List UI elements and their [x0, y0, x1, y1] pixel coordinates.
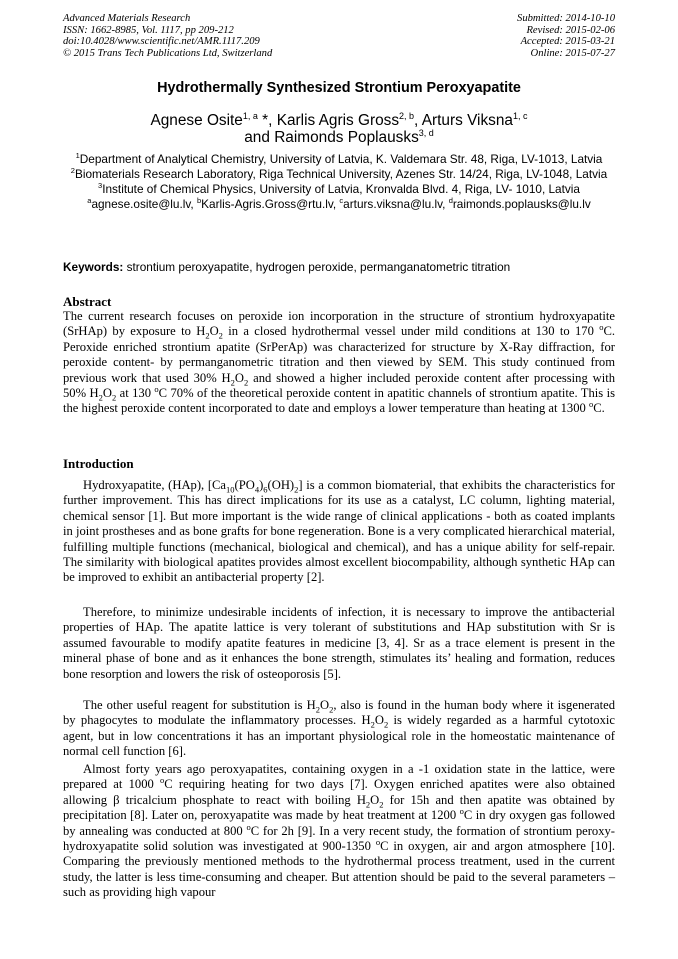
keywords-label: Keywords: [63, 260, 124, 274]
author-affil-mark: 1, c [513, 110, 528, 121]
online-date: Online: 2015-07-27 [530, 47, 615, 59]
issn-line: ISSN: 1662-8985, Vol. 1117, pp 209-212 [63, 24, 234, 36]
author-name: Agnese Osite [150, 112, 243, 129]
introduction-heading: Introduction [63, 456, 134, 471]
intro-paragraph-4: Almost forty years ago peroxyapatites, containing oxygen in a -1 oxidation state in the lattice, were prepared at 1000 $^o$C requiring heating for two days [7]. Oxygen enriched apatites were also obtained allowing β tricalcium phosphate to react with boiling $H_2O_2$ for 15h and then apatite was obtained by precipitation [8]. Later on, peroxyapatite was made by heat treatment at 1200 $^o$C in dry oxygen gas followed by annealing was conducted at 800 $^o$C for 2h [9]. In a very recent study, the formation of strontium peroxy-hydroxyapatite solid solution was investigated at 900-1350 $^o$C in oxygen, air and argon atmosphere [10]. Comparing the previously mentioned methods to the hydrothermal process treatment, used in the current study, the latter is less time-consuming and cheaper. But attention should be paid to the several parameters – such as providing high vapour [63, 762, 616, 900]
intro-paragraph-3: The other useful reagent for substitution is $H_2O_2$, also is found in the human body where it isgenerated by phagocytes to modulate the inflammatory processes. $H_2O_2$ is widely regarded as a harmful cytotoxic agent, but in low concentrations it has an important physiological role in the homeostatic maintenance of normal cell function [6]. [63, 698, 615, 759]
affil-number: 3 [98, 181, 103, 191]
intro-paragraph-1: Hydroxyapatite, (HAp), $[Ca_{10}(PO_4)_6(OH)_2]$ is a common biomaterial, that exhibits the characteristics for further improvement. This has direct implications for its use as a catalyst, LC column, lighting material, chemical sensor [1]. But more important is the wide range of clinical applications - both as coated implants in joint prostheses and as bone grafts for bone regeneration. Bone is a very complicated hierarchical material, fulfilling multiple functions (mechanical, biological and chemical), and has a unique ability for self-repair. The similarity with biological apatites provides almost excellent biocompability, although synthetic HAp can be improved to exhibit an antibacterial property [2]. [63, 478, 615, 585]
keywords [63, 260, 510, 274]
email-mark: a [87, 196, 92, 206]
journal-name: Advanced Materials Research [63, 13, 191, 24]
affil-text: Department of Analytical Chemistry, University of Latvia, K. Valdemara Str. 48, Riga, LV-1013, Latvia [79, 152, 603, 166]
author-name: Arturs Viksna [421, 112, 513, 129]
email: Karlis-Agris.Gross@rtu.lv, [201, 197, 340, 211]
author-affil-mark: 2, b [399, 110, 415, 121]
paper-title: Hydrothermally Synthesized Strontium Peroxyapatite [157, 80, 521, 96]
accepted-date: Accepted: 2015-03-21 [520, 36, 615, 48]
abstract-heading: Abstract [63, 294, 112, 309]
affil-number: 2 [70, 166, 75, 176]
doi-line: doi:10.4028/www.scientific.net/AMR.1117.209 [63, 36, 260, 48]
affiliations [40, 152, 638, 212]
author-emails [40, 197, 638, 212]
abstract-text: The current research focuses on peroxide ion incorporation in the structure of strontium hydroxyapatite (SrHAp) by exposure to $H_2O_2$ in a closed hydrothermal vessel under mild conditions at 130 to 170 $^o$C. Peroxide enriched strontium apatite (SrPerAp) was characterized for structure by X-Ray diffraction, for peroxide content- by permanganometric titration and then viewed by SEM. This study continued from previous work that used 30% $H_2O_2$ and showed a higher included peroxide content after processing with 50% $H_2O_2$ at 130 $^o$C 70% of the theoretical peroxide content in apatitic channels of strontium apatite. This is the highest peroxide content incorporated to date and employs a lower temperature than heating at 1300 $^o$C. [63, 309, 615, 416]
journal-info [63, 13, 272, 59]
affil-text: Biomaterials Research Laboratory, Riga Technical University, Azenes Str. 14/24, Riga, LV-1048, Latvia [74, 167, 608, 181]
affil-text: Institute of Chemical Physics, University of Latvia, Kronvalda Blvd. 4, Riga, LV- 1010, Latvia [102, 182, 580, 196]
email-mark: d [448, 196, 453, 206]
affiliation-2 [40, 167, 638, 182]
affiliation-3 [40, 182, 638, 197]
copyright-line: © 2015 Trans Tech Publications Ltd, Switzerland [63, 47, 273, 59]
publication-dates [517, 13, 615, 59]
author-separator: , [414, 112, 422, 129]
intro-paragraph-2: Therefore, to minimize undesirable incidents of infection, it is necessary to improve the antibacterial properties of HAp. The apatite lattice is very tolerant of substitutions and HAp substitution with Sr is assumed favourable to modify apatite features in medicine [3, 4]. Sr as a trace element is present in the mineral phase of bone and as it enhances the bone strength, stimulates its’ healing and formation, reduces bone resorption and lowers the risk of osteoporosis [5]. [63, 605, 615, 681]
author-joiner: and [244, 129, 275, 146]
affiliation-1 [40, 152, 638, 167]
email: agnese.osite@lu.lv, [91, 197, 197, 211]
author-affil-mark: 3, d [418, 127, 434, 138]
author-name: Karlis Agris Gross [276, 112, 400, 129]
affil-number: 1 [75, 151, 80, 161]
author-name: Raimonds Poplausks [274, 129, 419, 146]
email: raimonds.poplausks@lu.lv [452, 197, 591, 211]
email-mark: b [196, 196, 202, 206]
revised-date: Revised: 2015-02-06 [526, 24, 615, 36]
email-mark: c [339, 196, 344, 206]
email: arturs.viksna@lu.lv, [343, 197, 449, 211]
author-list [0, 112, 678, 146]
corresponding-mark: *, [257, 112, 277, 129]
keywords-text: strontium peroxyapatite, hydrogen peroxide, permanganatometric titration [123, 260, 511, 274]
author-affil-mark: 1, a [242, 110, 258, 121]
submitted-date: Submitted: 2014-10-10 [517, 13, 615, 24]
